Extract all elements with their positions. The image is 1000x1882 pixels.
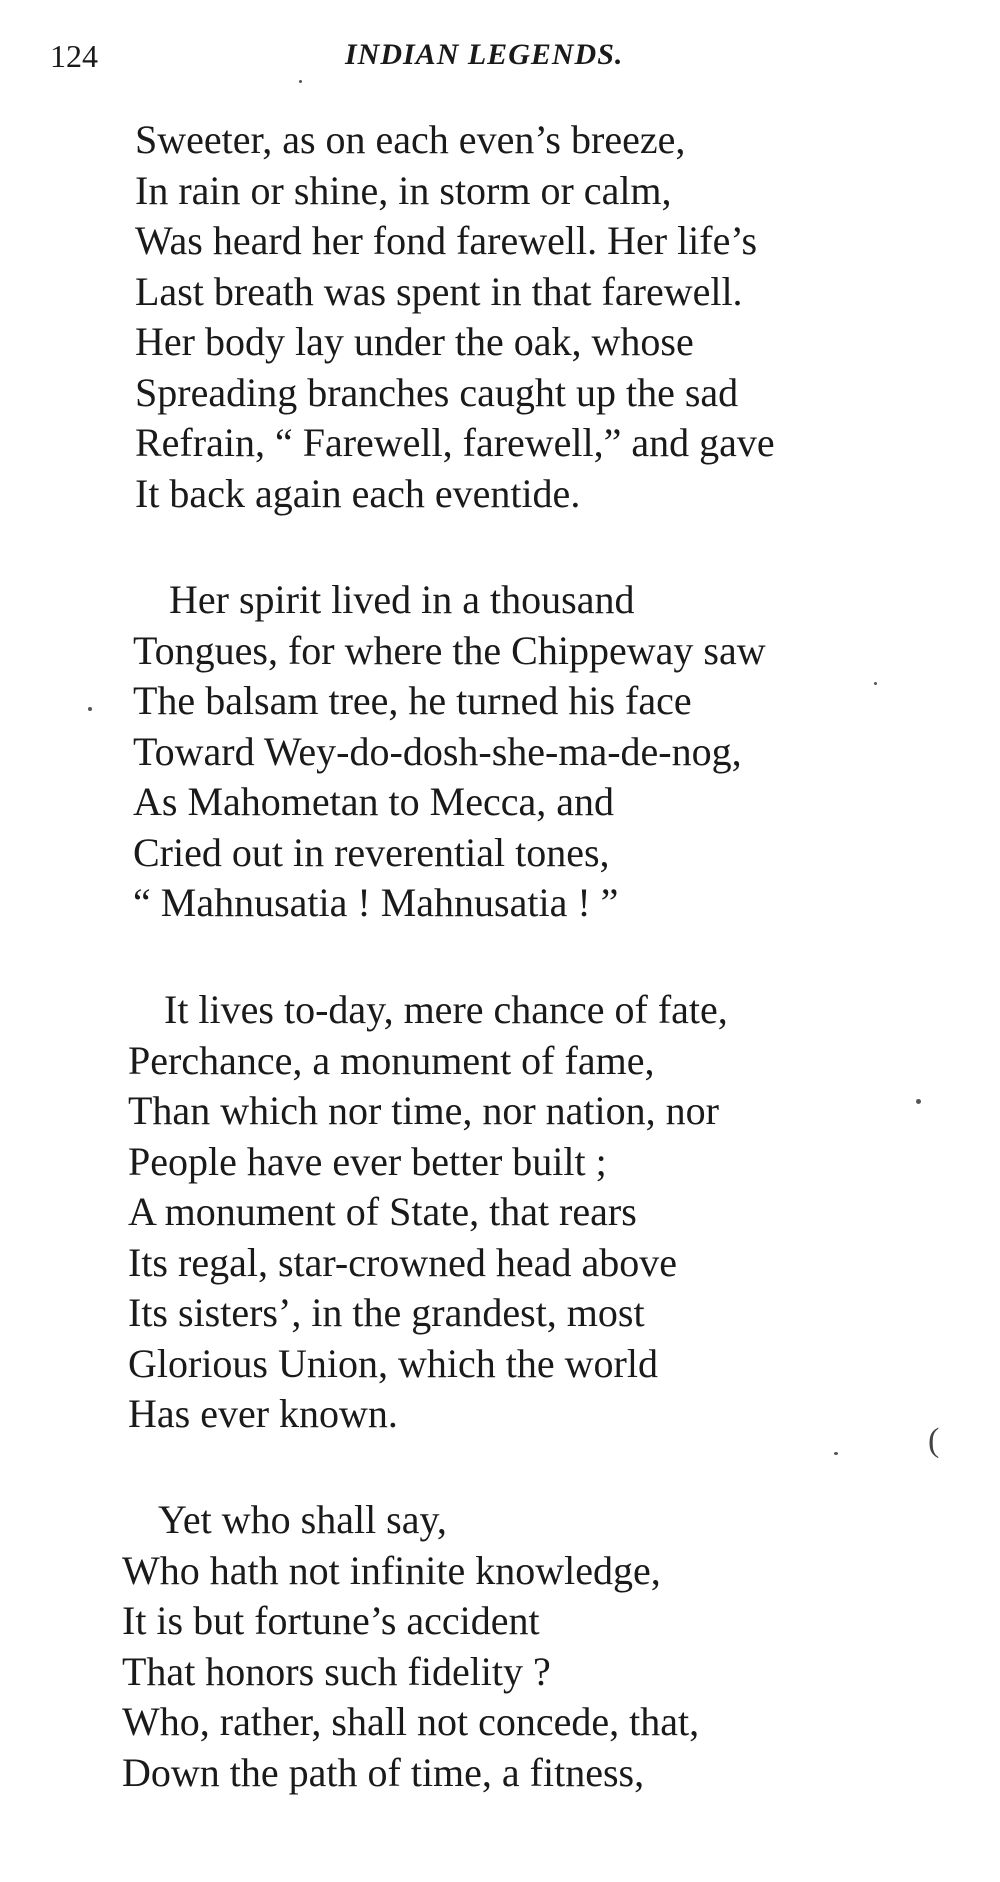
poem-line: Toward Wey-do-dosh-she-ma-de-nog,: [133, 728, 742, 774]
poem-line: Who hath not infinite knowledge,: [122, 1547, 661, 1593]
poem-line: That honors such fidelity ?: [122, 1648, 551, 1694]
poem-line: Spreading branches caught up the sad: [135, 369, 739, 415]
poem-line: In rain or shine, in storm or calm,: [135, 167, 672, 213]
scan-speck: [88, 707, 92, 711]
poem-line: Perchance, a monument of fame,: [128, 1037, 655, 1083]
poem-line: It is but fortune’s accident: [122, 1598, 540, 1643]
stanza-3: [128, 985, 728, 1440]
stanza-4: [122, 1495, 699, 1798]
poem-line: Down the path of time, a fitness,: [122, 1749, 645, 1795]
poem-line: Sweeter, as on each even’s breeze,: [135, 117, 686, 162]
poem-line: As Mahometan to Mecca, and: [133, 779, 614, 824]
poem-line: Yet who shall say,: [158, 1497, 447, 1542]
page-number: 124: [50, 38, 98, 74]
poem-line: Her spirit lived in a thousand: [169, 577, 635, 622]
poem-line: Refrain, “ Farewell, farewell,” and gave: [135, 420, 775, 465]
poem-line: A monument of State, that rears: [128, 1189, 637, 1234]
scan-speck: [874, 682, 877, 685]
running-title: INDIAN LEGENDS.: [345, 38, 624, 71]
poem-line: The balsam tree, he turned his face: [133, 678, 692, 723]
poem-line: It back again each eventide.: [135, 470, 581, 516]
poem-line: Who, rather, shall not concede, that,: [122, 1699, 700, 1744]
poem-line: Her body lay under the oak, whose: [135, 319, 694, 364]
poem-line: Glorious Union, which the world: [128, 1340, 658, 1386]
scan-speck: [299, 80, 302, 83]
poem-line: Has ever known.: [128, 1391, 398, 1436]
stanza-1: [135, 115, 775, 519]
poem-line: Tongues, for where the Chippeway saw: [133, 627, 766, 673]
poem-line: Was heard her fond farewell. Her life’s: [135, 218, 758, 263]
poem-line: It lives to-day, mere chance of fate,: [164, 987, 728, 1032]
poem-line: Than which nor time, nor nation, nor: [128, 1088, 719, 1133]
scan-speck: [834, 1452, 838, 1455]
poem-line: Cried out in reverential tones,: [133, 829, 610, 875]
stanza-2: [133, 575, 766, 929]
scan-speck: [916, 1099, 921, 1104]
poem-line: Its regal, star-crowned head above: [128, 1239, 677, 1285]
scan-mark: (: [928, 1422, 940, 1459]
poem-line: People have ever better built ;: [128, 1138, 607, 1184]
poem-line: Last breath was spent in that farewell.: [135, 268, 743, 314]
poem-line: “ Mahnusatia ! Mahnusatia ! ”: [133, 880, 619, 925]
poem-line: Its sisters’, in the grandest, most: [128, 1290, 645, 1335]
page-header: [0, 38, 1000, 78]
